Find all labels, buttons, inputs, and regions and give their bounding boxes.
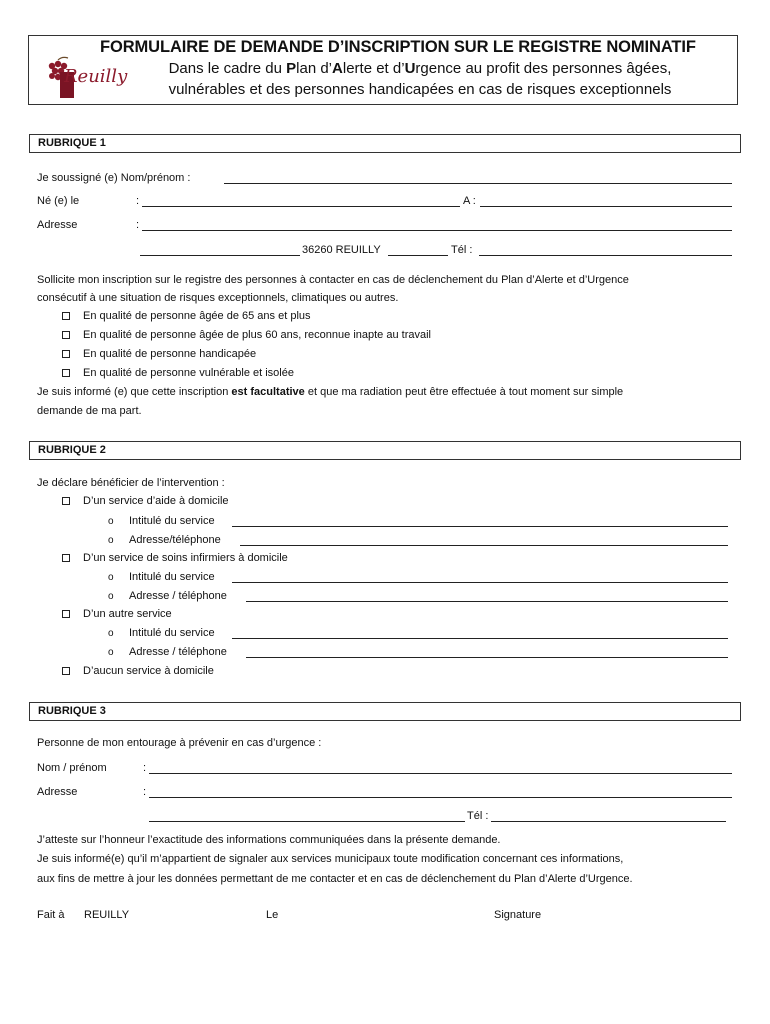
bullet: o [108, 535, 114, 546]
checkbox-65-ans[interactable] [62, 312, 70, 320]
sollicite-text-1: Sollicite mon inscription sur le registre des personnes à contacter en cas de déclenchement du Plan d’Alerte et d’Urgence [37, 274, 629, 286]
bullet: o [108, 572, 114, 583]
date-label: Le [266, 909, 279, 921]
sollicite-text-2: consécutif à une situation de risques exceptionnels, climatiques ou autres. [37, 292, 399, 304]
soins-intitule-field[interactable] [232, 582, 728, 583]
city-text: 36260 REUILLY [302, 244, 381, 256]
contact-adresse-colon: : [143, 786, 147, 798]
option-60-ans-inapte: En qualité de personne âgée de plus 60 ans, reconnue inapte au travail [83, 329, 431, 341]
option-handicapee: En qualité de personne handicapée [83, 348, 257, 360]
tel-label: Tél : [451, 244, 473, 256]
contact-adresse-label: Adresse [37, 786, 78, 798]
fait-label: Fait à [37, 909, 65, 921]
aide-intitule-label: Intitulé du service [129, 515, 215, 527]
contact-adresse-field[interactable] [149, 797, 732, 798]
aide-adresse-label: Adresse/téléphone [129, 534, 221, 546]
adresse-field[interactable] [142, 230, 732, 231]
soins-adresse-label: Adresse / téléphone [129, 590, 227, 602]
lieu-label: A : [463, 195, 476, 207]
informe-text-1: Je suis informé(e) qu’il m’appartient de signaler aux services municipaux toute modification concernant ces informations, [37, 853, 624, 865]
ne-label: Né (e) le [37, 195, 80, 207]
info-facultative: Je suis informé (e) que cette inscription est facultative et que ma radiation peut être effectuée à tout moment sur simple [37, 386, 624, 398]
contact-tel-label: Tél : [467, 810, 489, 822]
informe-text-2: aux fins de mettre à jour les données permettant de me contacter et en cas de déclenchement du Plan d’Alerte d’Urgence. [37, 873, 633, 885]
contact-nom-colon: : [143, 762, 147, 774]
soins-adresse-field[interactable] [246, 601, 728, 602]
rubrique-1-heading: RUBRIQUE 1 [29, 134, 741, 153]
nom-prenom-field[interactable] [224, 183, 732, 184]
option-65-ans: En qualité de personne âgée de 65 ans et plus [83, 310, 311, 322]
service-aide-label: D’un service d’aide à domicile [83, 495, 229, 507]
soussigne-label: Je soussigné (e) Nom/prénom : [37, 172, 191, 184]
checkbox-aucun-service[interactable] [62, 667, 70, 675]
signature-label: Signature [494, 909, 542, 921]
bullet: o [108, 591, 114, 602]
adresse-line-2-field[interactable] [140, 255, 300, 256]
contact-tel-field[interactable] [491, 821, 726, 822]
adresse-line-2b-field[interactable] [388, 255, 448, 256]
autre-intitule-label: Intitulé du service [129, 627, 215, 639]
autre-intitule-field[interactable] [232, 638, 728, 639]
telephone-field[interactable] [479, 255, 732, 256]
bullet: o [108, 628, 114, 639]
checkbox-service-autre[interactable] [62, 610, 70, 618]
rubrique-3-intro: Personne de mon entourage à prévenir en cas d’urgence : [37, 737, 322, 749]
aide-adresse-field[interactable] [240, 545, 728, 546]
checkbox-60-ans-inapte[interactable] [62, 331, 70, 339]
rubrique-2-heading: RUBRIQUE 2 [29, 441, 741, 460]
contact-nom-field[interactable] [149, 773, 732, 774]
autre-adresse-field[interactable] [246, 657, 728, 658]
aide-intitule-field[interactable] [232, 526, 728, 527]
lieu-naissance-field[interactable] [480, 206, 732, 207]
adresse-label: Adresse [37, 219, 78, 231]
rubrique-3-heading: RUBRIQUE 3 [29, 702, 741, 721]
checkbox-vulnerable[interactable] [62, 369, 70, 377]
logo-text: Reuilly [64, 66, 128, 87]
contact-nom-label: Nom / prénom [37, 762, 107, 774]
info-facultative-2: demande de ma part. [37, 405, 142, 417]
checkbox-handicapee[interactable] [62, 350, 70, 358]
form-title: FORMULAIRE DE DEMANDE D’INSCRIPTION SUR LE REGISTRE NOMINATIF [100, 38, 696, 56]
bullet: o [108, 647, 114, 658]
option-vulnerable: En qualité de personne vulnérable et isolée [83, 367, 294, 379]
aucun-service-label: D’aucun service à domicile [83, 665, 214, 677]
atteste-text: J’atteste sur l’honneur l’exactitude des informations communiquées dans la présente demande. [37, 834, 501, 846]
subtitle-line-1: Dans le cadre du Plan d’Alerte et d’Urgence au profit des personnes âgées, [168, 60, 672, 77]
rubrique-2-intro: Je déclare bénéficier de l’intervention : [37, 477, 225, 489]
subtitle-line-2: vulnérables et des personnes handicapées en cas de risques exceptionnels [168, 81, 672, 98]
adresse-colon: : [136, 219, 140, 231]
contact-adresse-2-field[interactable] [149, 821, 465, 822]
fait-place: REUILLY [84, 909, 130, 921]
autre-adresse-label: Adresse / téléphone [129, 646, 227, 658]
service-soins-label: D’un service de soins infirmiers à domicile [83, 552, 288, 564]
service-autre-label: D’un autre service [83, 608, 172, 620]
bullet: o [108, 516, 114, 527]
checkbox-service-aide[interactable] [62, 497, 70, 505]
checkbox-service-soins[interactable] [62, 554, 70, 562]
ne-colon: : [136, 195, 140, 207]
reuilly-logo [44, 56, 128, 102]
soins-intitule-label: Intitulé du service [129, 571, 215, 583]
date-naissance-field[interactable] [142, 206, 460, 207]
